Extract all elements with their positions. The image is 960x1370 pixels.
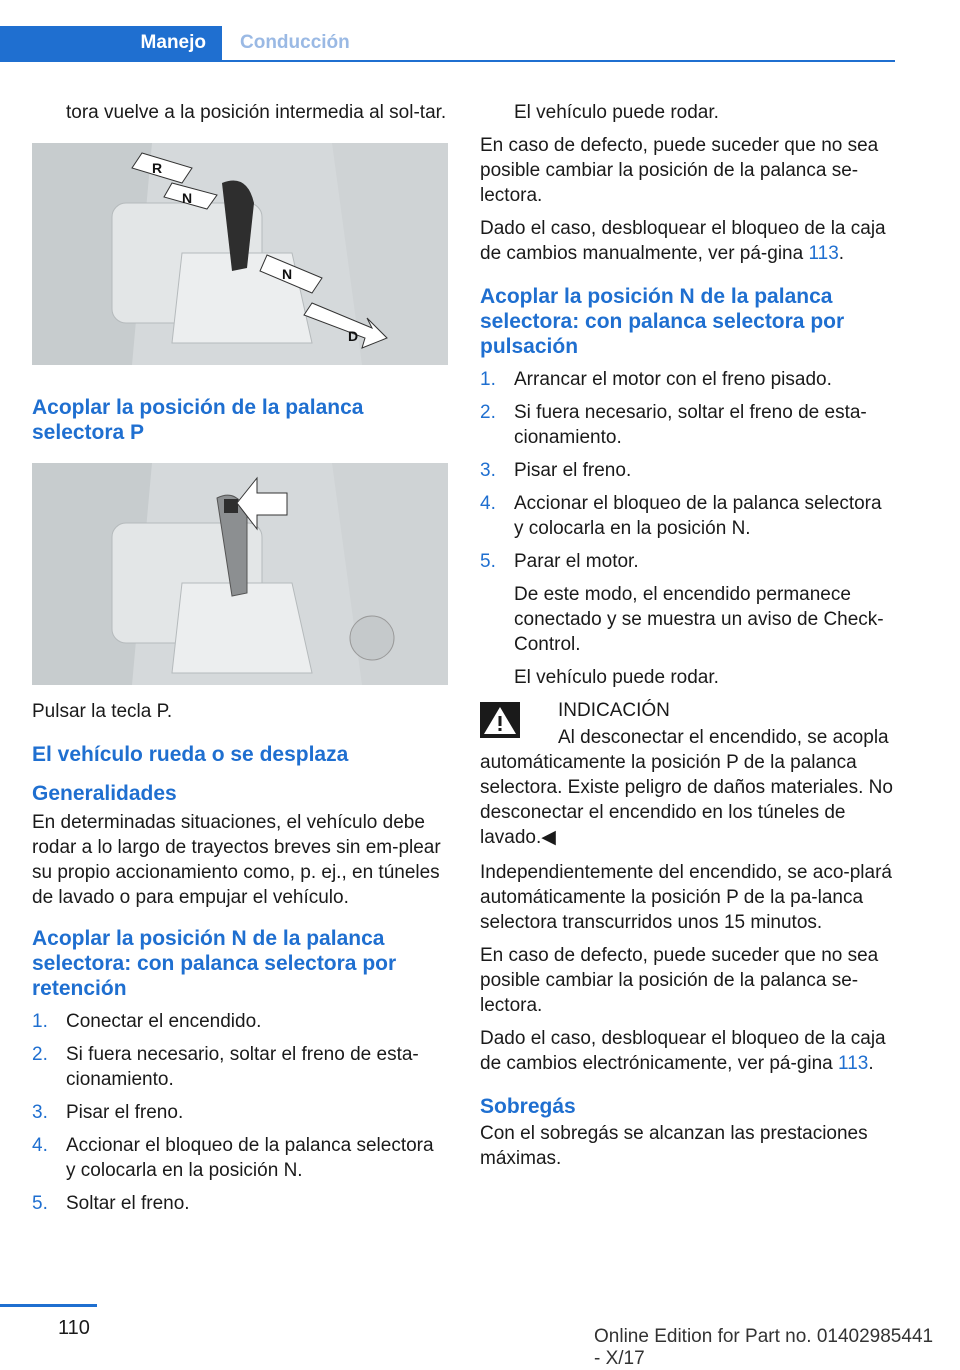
list-item: 1. Arrancar el motor con el freno pisado. [480,369,832,390]
p-button-illustration [32,463,448,685]
desbloquear-electronic-text: Dado el caso, desbloquear el bloqueo de la caja de cambios electrónicamente, ver pá-gina 113. [480,1028,886,1074]
generalidades-text: En determinadas situaciones, el vehículo debe rodar a lo largo de trayectos breves sin em-plear su propio accionamiento como, p. ej., en túneles de lavado o para empujar el vehículo. [32,812,441,908]
heading-retencion: Acoplar la posición N de la palanca selectora: con palanca selectora por retención [32,927,397,1000]
list-item: 3. Pisar el freno. [480,460,632,481]
selector-lever-p-button-figure [32,463,448,685]
list-item: 4. Accionar el bloqueo de la palanca selectora y colocarla en la posición N. [480,493,882,539]
page-number: 110 [58,1317,90,1339]
online-edition-label [594,1324,946,1369]
pulsacion-steps [480,367,896,690]
step5-sub-1: De este modo, el encendido permanece conectado y se muestra un aviso de Check-Control. [514,584,884,655]
tab-conduccion[interactable]: Conducción [240,32,350,53]
warning-notice [480,698,896,850]
subheading-generalidades: Generalidades [32,782,177,805]
heading-vehiculo-rueda: El vehículo rueda o se desplaza [32,743,349,766]
tab-underline [222,60,895,62]
list-item: 5. Parar el motor. De este modo, el encendido permanece conectado y se muestra un aviso de Check-Control. El vehículo puede rodar. [480,549,896,690]
intro-text: tora vuelve a la posición intermedia al sol-tar. [66,102,447,123]
sobregas-text: Con el sobregás se alcanzan las prestaciones máximas. [480,1123,868,1169]
left-column [32,100,448,1224]
defecto-text-2: En caso de defecto, puede suceder que no sea posible cambiar la posición de la palanca se-lectora. [480,945,879,1016]
list-item: 1. Conectar el encendido. [32,1011,262,1032]
independientemente-text: Independientemente del encendido, se aco-plará automáticamente la posición P de la pa-lanca selectora transcurridos unos 15 minutos. [480,862,892,933]
step5-sub-2: El vehículo puede rodar. [514,667,719,688]
list-item: 2. Si fuera necesario, soltar el freno de esta-cionamiento. [480,402,867,448]
selector-lever-illustration [32,143,448,365]
warning-triangle-icon [480,702,520,738]
chapter-tab-bar [0,26,895,62]
label-d: D [348,328,359,344]
list-item: 3. Pisar el freno. [32,1102,184,1123]
tab-manejo[interactable] [0,26,222,62]
vehiculo-puede-rodar: El vehículo puede rodar. [514,102,719,123]
pulsar-tecla-p: Pulsar la tecla P. [32,701,173,722]
list-item: 2. Si fuera necesario, soltar el freno de esta-cionamiento. [32,1044,419,1090]
desbloquear-manual-text: Dado el caso, desbloquear el bloqueo de la caja de cambios manualmente, ver pá-gina 113. [480,218,886,264]
list-item: 4. Accionar el bloqueo de la palanca selectora y colocarla en la posición N. [32,1135,434,1181]
heading-sobregas: Sobregás [480,1095,576,1118]
page-link-113-b[interactable]: 113 [838,1053,869,1074]
defecto-text-1: En caso de defecto, puede suceder que no sea posible cambiar la posición de la palanca se-lectora. [480,135,879,206]
warning-body: Al desconectar el encendido, se acopla automáticamente la posición P de la palanca selectora. Existe peligro de daños materiales. No desconectar el encendido en los túneles de lavado.◀ [480,727,893,848]
footer-accent-line [0,1304,97,1307]
label-r: R [152,160,163,176]
retencion-steps [32,1009,448,1216]
warning-title: INDICACIÓN [558,700,670,721]
edition-text: Online Edition for Part no. 01402985441 - X/17 [594,1326,934,1369]
selector-lever-positions-figure [32,143,448,365]
list-item: 5. Soltar el freno. [32,1193,190,1214]
right-column [480,100,896,1179]
heading-pulsacion: Acoplar la posición N de la palanca selectora: con palanca selectora por pulsación [480,285,845,358]
label-n-top: N [182,190,193,206]
heading-acoplar-p: Acoplar la posición de la palanca selectora P [32,396,364,444]
label-n-bottom: N [282,266,293,282]
page-link-113[interactable]: 113 [808,243,839,264]
tab-manejo-label: Manejo [140,32,206,53]
